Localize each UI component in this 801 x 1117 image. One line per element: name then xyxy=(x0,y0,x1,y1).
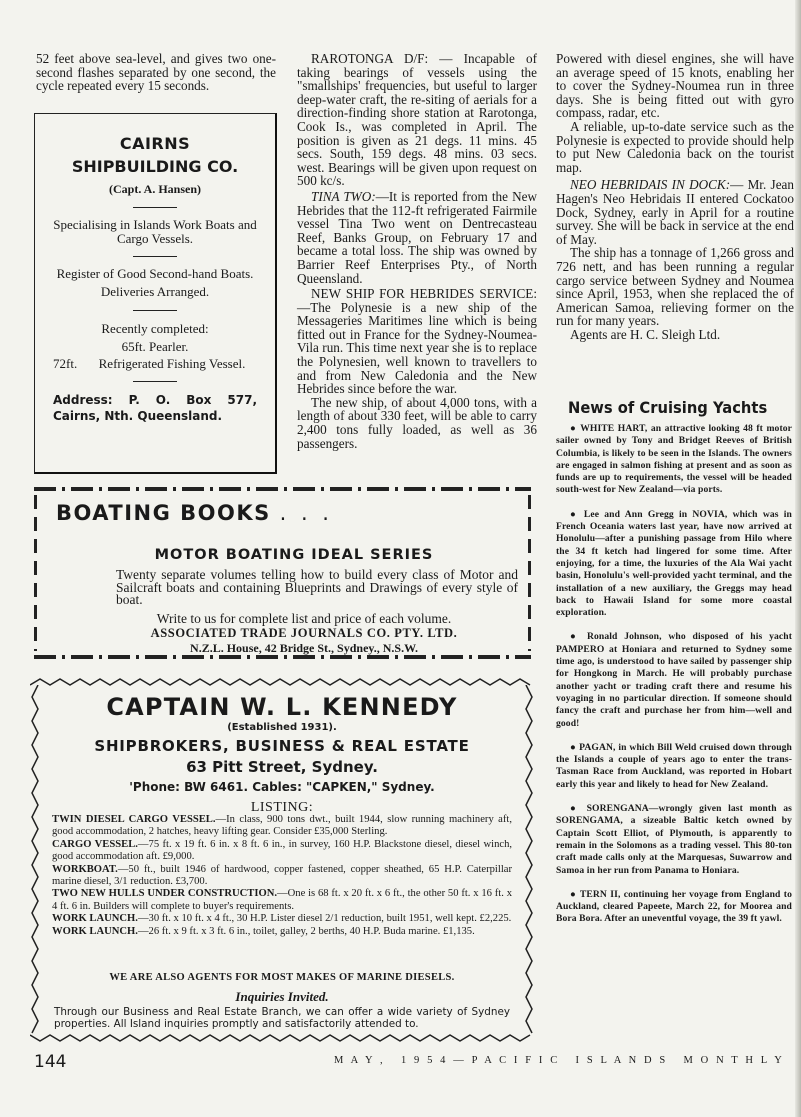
cruising-item-sorengana: ● SORENGANA—wrongly given last month as SORENGAMA, a sizeable Baltic ketch owned by Captain Scott Elliot, of Plymouth, is apparently to remain in the Solomons as a trading vessel. This 80-ton craft made calls only at the Marquesas, Suwarrow and Samoa in her run from Panama to Honiara. xyxy=(556,803,792,876)
listing-item: TWO NEW HULLS UNDER CONSTRUCTION.—One is 68 ft. x 20 ft. x 6 ft., the other 50 ft. x 16 ft. x 4 ft. 6 in. Builders will complete to buyer's requirements. xyxy=(52,888,513,912)
border-right xyxy=(528,495,531,651)
page-footer xyxy=(34,1052,794,1076)
boating-write: Write to us for complete list and price of each volume. xyxy=(156,611,452,626)
kennedy-established: (Established 1931). xyxy=(227,722,337,733)
listing-item: CARGO VESSEL.—75 ft. x 19 ft. 6 in. x 8 ft. 6 in., in survey, 160 H.P. Blackstone diesel, diesel winch, good accommodation aft. £9,000. xyxy=(52,838,513,863)
border-left xyxy=(34,495,37,651)
cairns-refrig-size: 72ft. xyxy=(53,356,78,371)
divider xyxy=(133,381,177,382)
cruising-yachts-section xyxy=(556,398,792,926)
listing-item: TWIN DIESEL CARGO VESSEL.—In class, 900 tons dwt., built 1944, slow running machinery aft, good accommodation, 2 hatches, heavy lifting gear. Consider £35,000 Sterling. xyxy=(52,814,512,838)
border-top-wave xyxy=(30,677,534,687)
cruising-item-novia: ● Lee and Ann Gregg in NOVIA, which was in French Oceania waters last year, have now arrived at Honolulu—after a punishing passage from Hilo where the 34 ft ketch had lingered for some time. After enjoying, for a time, the luxuries of the Ala Wai yacht basin, Honolulu's well-provided yacht terminal, and the installation of a new auxiliary, the Greggs may head back to Hawaii Island for some more coastal exploration. xyxy=(556,508,792,619)
column3 xyxy=(556,52,794,341)
cairns-deliveries: Deliveries Arranged. xyxy=(100,284,210,299)
cairns-name-line1: CAIRNS xyxy=(119,134,191,153)
kennedy-phone: 'Phone: BW 6461. Cables: "CAPKEN," Sydney. xyxy=(129,780,435,794)
new-ship-lead: NEW SHIP FOR HEBRIDES SERVICE: xyxy=(311,286,537,302)
agents-paragraph: Agents are H. C. Sleigh Ltd. xyxy=(570,326,721,342)
cruising-item-white-hart: ● WHITE HART, an attractive looking 48 ft motor sailer owned by Tony and Bridget Reeves of British Columbia, is likely to be seen in the Islands. The owners are engaged in salmon fishing at present and as soon as funds are up to requirements, the vessel will be headed south-west for New Zealand—via ports. xyxy=(556,423,792,496)
page-edge-shadow xyxy=(795,0,801,1117)
boating-desc: Twenty separate volumes telling how to build every class of Motor and Sailcraft boats and containing Blueprints and Drawings of every style of boat. xyxy=(116,567,518,607)
cairns-register: Register of Good Second-hand Boats. xyxy=(56,266,254,281)
cruising-item-tern: ● TERN II, continuing her voyage from England to Auckland, cleared Papeete, March 22, for Moorea and Bora Bora. After an uneventful voyage, the 39 ft yawl. xyxy=(556,888,792,925)
cruising-item-pampero: ● Ronald Johnson, who disposed of his yacht PAMPERO at Honiara and returned to Sydney some time ago, is understood to have sailed by passenger ship for Hongkong in March. He will probably purchase another yacht or trading craft there and resume his voyaging in no particular direction. If someone should fancy the craft and purchase her from him—well and good! xyxy=(556,631,792,729)
tina-two-lead: TINA TWO: xyxy=(311,188,376,204)
listing-item: WORKBOAT.—50 ft., built 1946 of hardwood, copper fastened, copper sheathed, 65 H.P. Caterpillar marine diesel, 3/1 reduction. £3,700. xyxy=(52,863,512,888)
rarotonga-paragraph: RAROTONGA D/F: — Incapable of taking bearings of vessels using the "smallships' frequencies, but useful to larger deep-water craft, the re-siting of aerials for a direction-finding shore station at Rarotonga, Cook Is., was completed in April. The position is given as 21 degs. 11 mins. 45 secs. South, 159 degs. 48 mins. 03 secs. west. Bearings will be given upon request on 500 kc/s. xyxy=(297,51,537,189)
cairns-captain: (Capt. A. Hansen) xyxy=(108,182,201,196)
kennedy-listings xyxy=(52,814,512,938)
kennedy-inquiries: Inquiries Invited. xyxy=(235,989,329,1004)
neo-hebridais-paragraph: — Mr. Jean Hagen's Neo Hebridais II entered Cockatoo Dock, Sydney, early in April for a routine survey. She will be back in service at the end of May. xyxy=(556,177,794,247)
listing-item: WORK LAUNCH.—26 ft. x 9 ft. x 3 ft. 6 in., toilet, galley, 2 berths, 40 H.P. Buda marine. £1,135. xyxy=(52,925,475,937)
boating-books-ad xyxy=(34,487,531,659)
cairns-address: Address: P. O. Box 577, Cairns, Nth. Queensland. xyxy=(53,393,257,423)
border-right-wave xyxy=(524,685,534,1035)
cairns-specialising: Specialising in Islands Work Boats and Cargo Vessels. xyxy=(53,217,257,246)
cairns-refrig: Refrigerated Fishing Vessel. xyxy=(98,356,246,371)
tina-two-paragraph: —It is reported from the New Hebrides that the 112-ft refrigerated Fairmile vessel Tina Two went on Dentrecasteau Reef, Banks Group, on February 17 and became a total loss. The ship was owned by Barrier Reef Enterprises Pty., of North Queensland. xyxy=(297,188,538,286)
page-number: 144 xyxy=(34,1052,67,1072)
divider xyxy=(133,207,177,208)
cairns-pearler: 65ft. Pearler. xyxy=(121,339,189,354)
kennedy-through: Through our Business and Real Estate Branch, we can offer a wide variety of Sydney properties. All Island inquiries promptly and satisfactorily attended to. xyxy=(54,1006,510,1030)
kennedy-listing-title: LISTING: xyxy=(250,800,314,815)
powered-paragraph: Powered with diesel engines, she will have an average speed of 15 knots, enabling her to cover the Sydney-Noumea run in three days. She is being fitted out with gyro compass, radar, etc. xyxy=(556,51,794,121)
divider xyxy=(133,310,177,311)
listing-item: WORK LAUNCH.—30 ft. x 10 ft. x 4 ft., 30 H.P. Lister diesel 2/1 reduction, built 1951, well kept. £2,225. xyxy=(52,913,512,925)
column1-intro-text: 52 feet above sea-level, and gives two one-second flashes separated by one second, the cycle repeated every 15 seconds. xyxy=(36,51,276,94)
boating-company: ASSOCIATED TRADE JOURNALS CO. PTY. LTD. xyxy=(150,626,458,640)
border-left-wave xyxy=(30,685,40,1035)
new-ship-paragraph-2: The new ship, of about 4,000 tons, with a length of about 330 feet, will be able to carry 2,400 tons fully loaded, as well as 36 passengers. xyxy=(297,394,537,451)
kennedy-business: SHIPBROKERS, BUSINESS & REAL ESTATE xyxy=(94,737,470,755)
kennedy-ad xyxy=(30,677,534,1043)
column2 xyxy=(297,52,537,450)
tonnage-paragraph: The ship has a tonnage of 1,266 gross and 726 nett, and has been running a regular cargo service between Sydney and Noumea since April, 1953, when she replaced the of American Samoa, relieving former on the run for many years. xyxy=(556,245,794,329)
kennedy-agents: WE ARE ALSO AGENTS FOR MOST MAKES OF MARINE DIESELS. xyxy=(109,972,455,983)
border-bottom-wave xyxy=(30,1033,534,1043)
divider xyxy=(133,256,177,257)
running-title: M A Y , 1 9 5 4 — P A C I F I C I S L A N D S M O N T H L Y xyxy=(334,1055,785,1066)
cairns-shipbuilding-ad xyxy=(34,113,277,474)
new-ship-paragraph: —The Polynesie is a new ship of the Messageries Maritimes line which is being fitted out in France for the Sydney-Noumea-Vila run. This time next year she is to replace the Polynesien, well known to travellers to and from New Caledonia and the New Hebrides since before the war. xyxy=(297,299,537,397)
cairns-name-line2: SHIPBUILDING CO. xyxy=(71,157,239,176)
cruising-title: News of Cruising Yachts xyxy=(568,398,768,417)
cairns-recently: Recently completed: xyxy=(101,321,209,336)
kennedy-name: CAPTAIN W. L. KENNEDY xyxy=(106,693,458,721)
boating-title: BOATING BOOKS . . . xyxy=(56,501,333,525)
neo-hebridais-lead: NEO HEBRIDAIS IN DOCK: xyxy=(570,177,731,193)
boating-series: MOTOR BOATING IDEAL SERIES xyxy=(154,547,434,563)
boating-address: N.Z.L. House, 42 Bridge St., Sydney., N.S.W. xyxy=(190,641,418,655)
reliable-paragraph: A reliable, up-to-date service such as the Polynesie is expected to provide should help to put New Caledonia back on the tourist map. xyxy=(556,118,794,175)
border-top xyxy=(34,487,531,491)
kennedy-street: 63 Pitt Street, Sydney. xyxy=(186,758,378,776)
cruising-item-pagan: ● PAGAN, in which Bill Weld cruised down through the Islands a couple of years ago to enter the trans-Tasman Race from Auckland, was reported in Hobart early this year and likely to head for New Zealand. xyxy=(556,741,792,790)
